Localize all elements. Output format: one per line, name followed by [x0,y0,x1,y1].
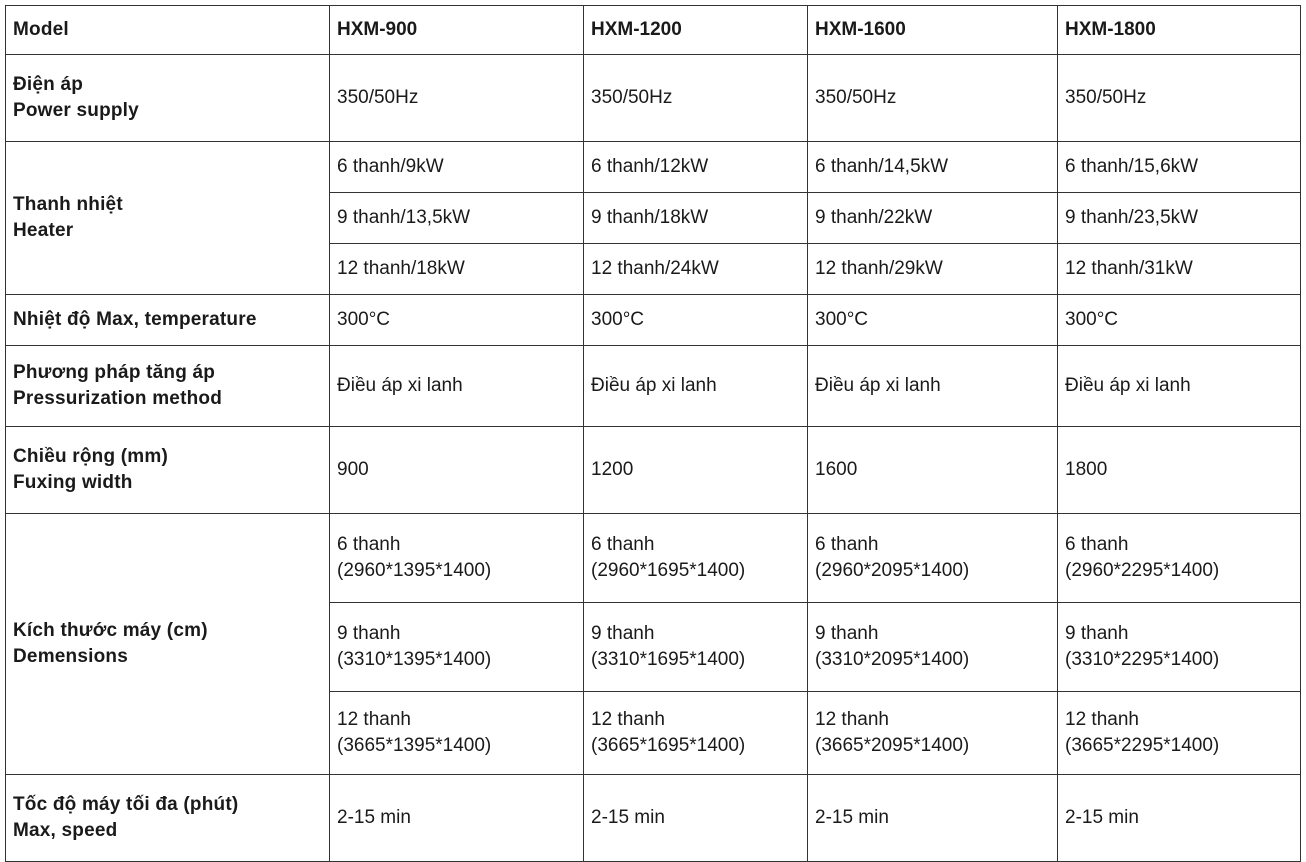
pressurization-value: Điều áp xi lanh [330,346,584,427]
dimensions-cell [330,692,584,775]
dimensions-label [6,514,330,775]
pressurization-value: Điều áp xi lanh [1058,346,1301,427]
dimensions-size: (2960*1395*1400) [337,560,492,581]
dimensions-cell [808,692,1058,775]
heater-label-vi: Thanh nhiệt [13,194,123,216]
power-row [6,55,1301,142]
dimensions-cell [330,603,584,692]
model-name: HXM-900 [330,6,584,55]
dimensions-bars: 9 thanh [815,623,879,645]
dimensions-cell [1058,603,1301,692]
temperature-label: Nhiệt độ Max, temperature [6,295,330,346]
heater-value: 6 thanh/9kW [330,142,584,193]
dimensions-bars: 12 thanh [1065,709,1139,731]
dimensions-cell [584,692,808,775]
width-row [6,427,1301,514]
speed-label-en: Max, speed [13,820,118,841]
width-label-vi: Chiều rộng (mm) [13,446,168,468]
dimensions-bars: 9 thanh [337,623,401,645]
dimensions-bars: 12 thanh [337,709,411,731]
power-label-en: Power supply [13,100,139,121]
heater-value: 6 thanh/14,5kW [808,142,1058,193]
dimensions-bars: 6 thanh [1065,534,1129,556]
dimensions-cell [808,603,1058,692]
heater-row [6,142,1301,193]
dimensions-size: (2960*1695*1400) [591,560,746,581]
header-label: Model [6,6,330,55]
dimensions-size: (3665*2295*1400) [1065,735,1220,756]
temperature-value: 300°C [1058,295,1301,346]
width-label-en: Fuxing width [13,472,133,493]
dimensions-size: (3310*1395*1400) [337,649,492,670]
heater-value: 12 thanh/18kW [330,244,584,295]
speed-value: 2-15 min [330,775,584,862]
power-value: 350/50Hz [584,55,808,142]
heater-value: 9 thanh/13,5kW [330,193,584,244]
heater-value: 9 thanh/22kW [808,193,1058,244]
dimensions-cell [808,514,1058,603]
heater-label-en: Heater [13,220,74,241]
power-value: 350/50Hz [1058,55,1301,142]
dimensions-bars: 9 thanh [591,623,655,645]
dimensions-bars: 12 thanh [591,709,665,731]
speed-label [6,775,330,862]
dimensions-cell [1058,692,1301,775]
dimensions-size: (3310*2295*1400) [1065,649,1220,670]
dimensions-label-vi: Kích thước máy (cm) [13,620,208,642]
temperature-value: 300°C [808,295,1058,346]
model-name: HXM-1600 [808,6,1058,55]
speed-value: 2-15 min [808,775,1058,862]
dimensions-bars: 6 thanh [337,534,401,556]
pressurization-row [6,346,1301,427]
pressurization-label [6,346,330,427]
temperature-row [6,295,1301,346]
dimensions-size: (2960*2095*1400) [815,560,970,581]
speed-row [6,775,1301,862]
heater-value: 9 thanh/18kW [584,193,808,244]
model-name: HXM-1200 [584,6,808,55]
width-value: 1800 [1058,427,1301,514]
dimensions-row [6,514,1301,603]
pressurization-label-vi: Phương pháp tăng áp [13,362,216,384]
dimensions-size: (2960*2295*1400) [1065,560,1220,581]
spec-table [5,5,1301,862]
dimensions-cell [584,514,808,603]
dimensions-bars: 12 thanh [815,709,889,731]
width-value: 1600 [808,427,1058,514]
width-label [6,427,330,514]
dimensions-bars: 9 thanh [1065,623,1129,645]
heater-value: 12 thanh/29kW [808,244,1058,295]
heater-value: 12 thanh/24kW [584,244,808,295]
pressurization-value: Điều áp xi lanh [584,346,808,427]
speed-value: 2-15 min [1058,775,1301,862]
dimensions-cell [584,603,808,692]
dimensions-size: (3310*2095*1400) [815,649,970,670]
dimensions-bars: 6 thanh [591,534,655,556]
heater-value: 12 thanh/31kW [1058,244,1301,295]
heater-label [6,142,330,295]
pressurization-value: Điều áp xi lanh [808,346,1058,427]
dimensions-size: (3665*1695*1400) [591,735,746,756]
temperature-value: 300°C [330,295,584,346]
speed-label-vi: Tốc độ máy tối đa (phút) [13,794,239,816]
dimensions-bars: 6 thanh [815,534,879,556]
heater-value: 9 thanh/23,5kW [1058,193,1301,244]
dimensions-size: (3665*1395*1400) [337,735,492,756]
heater-value: 6 thanh/15,6kW [1058,142,1301,193]
dimensions-cell [1058,514,1301,603]
pressurization-label-en: Pressurization method [13,388,223,409]
power-value: 350/50Hz [808,55,1058,142]
dimensions-size: (3310*1695*1400) [591,649,746,670]
heater-value: 6 thanh/12kW [584,142,808,193]
width-value: 1200 [584,427,808,514]
power-label-vi: Điện áp [13,74,84,96]
dimensions-size: (3665*2095*1400) [815,735,970,756]
power-label [6,55,330,142]
header-row [6,6,1301,55]
dimensions-label-en: Demensions [13,646,128,667]
width-value: 900 [330,427,584,514]
temperature-value: 300°C [584,295,808,346]
model-name: HXM-1800 [1058,6,1301,55]
power-value: 350/50Hz [330,55,584,142]
dimensions-cell [330,514,584,603]
speed-value: 2-15 min [584,775,808,862]
